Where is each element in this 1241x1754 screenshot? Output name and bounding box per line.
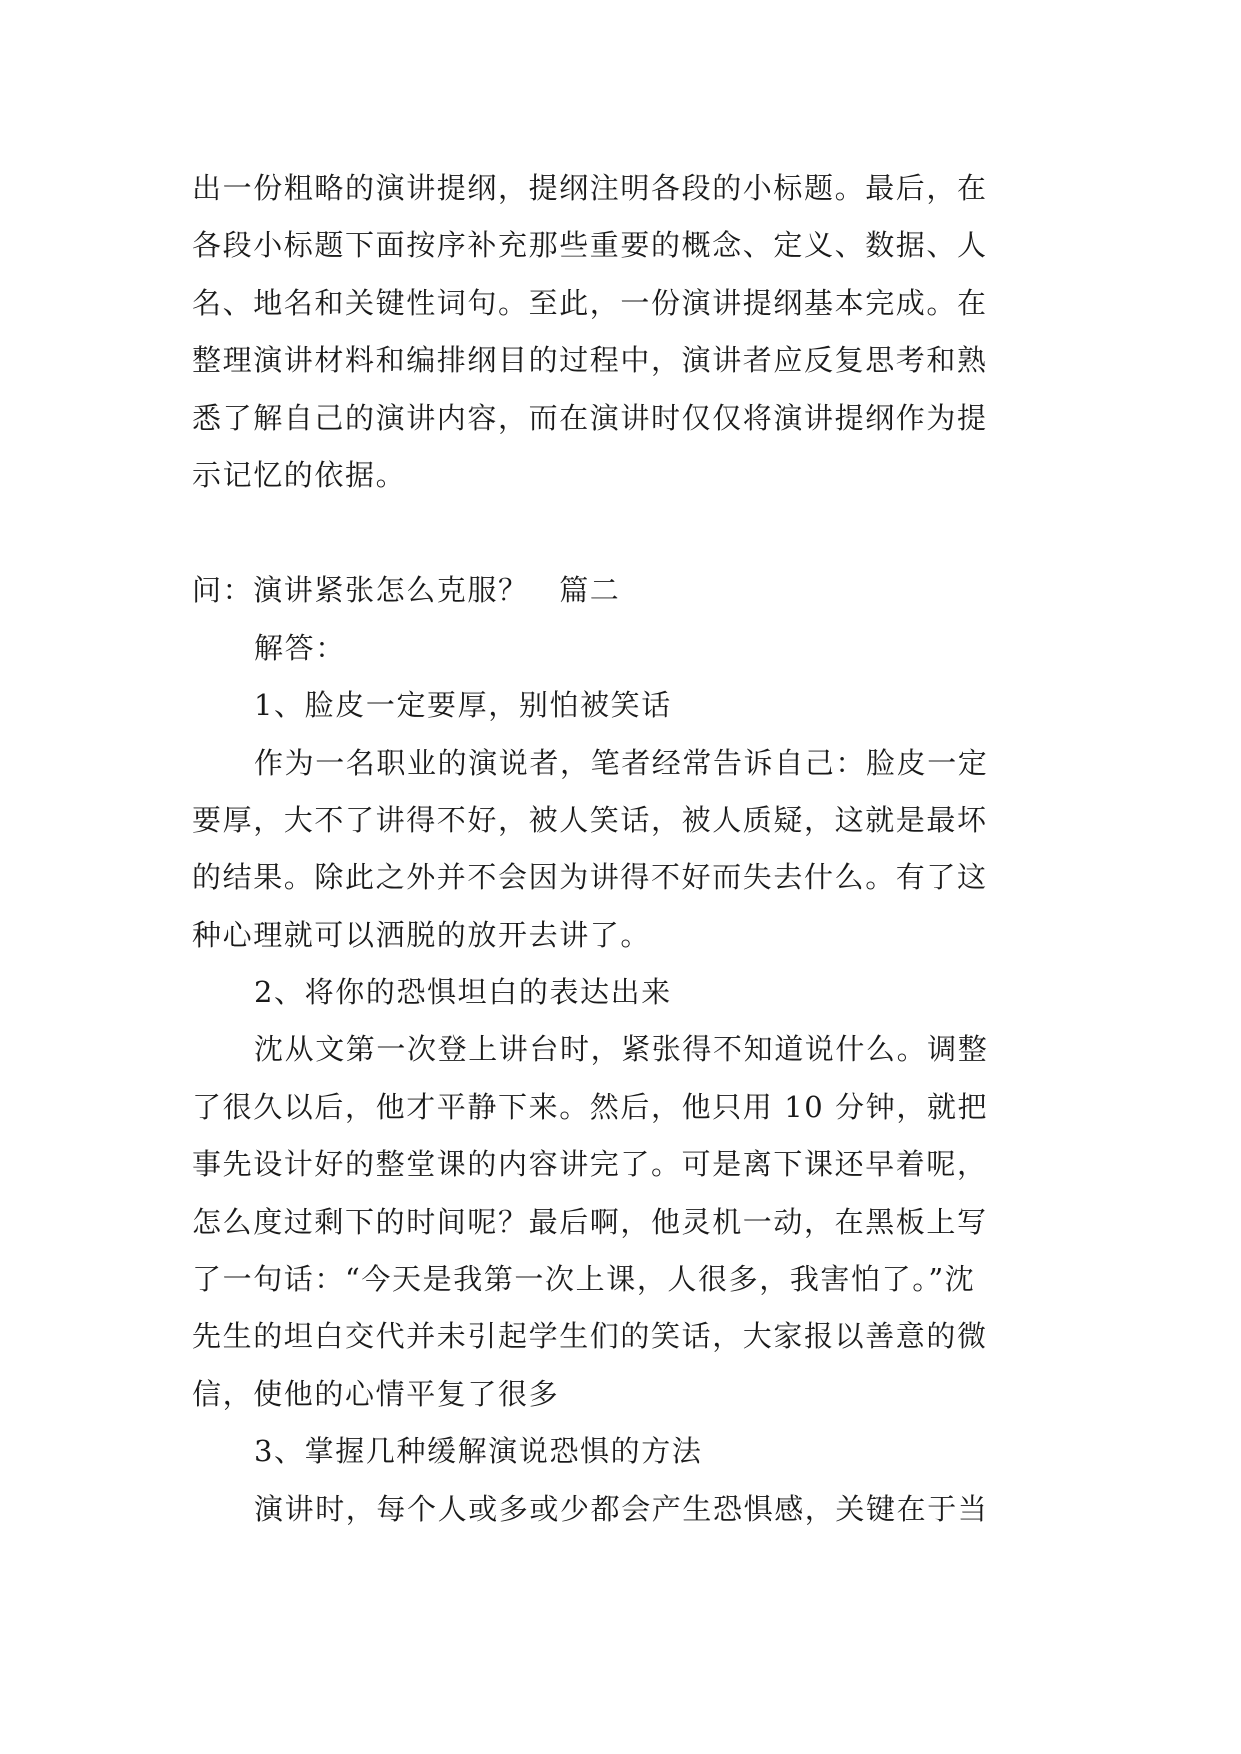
point-3-paragraph	[192, 1481, 1054, 1538]
point-1-paragraph	[192, 735, 1054, 965]
paragraph-line: 演讲时，每个人或多或少都会产生恐惧感，关键在于当	[254, 1491, 989, 1526]
paragraph-line: 悉了解自己的演讲内容，而在演讲时仅仅将演讲提纲作为提	[192, 400, 988, 435]
paragraph-line: 示记忆的依据。	[192, 457, 407, 492]
paragraph-line: 事先设计好的整堂课的内容讲完了。可是离下课还早着呢，	[192, 1147, 988, 1182]
paragraph-line: 要厚，大不了讲得不好，被人笑话，被人质疑，这就是最坏	[192, 802, 988, 837]
section-gap	[192, 504, 1054, 562]
paragraph-line: 作为一名职业的演说者，笔者经常告诉自己：脸皮一定	[254, 745, 989, 780]
paragraph-line: 了很久以后，他才平静下来。然后，他只用 10 分钟，就把	[192, 1089, 989, 1124]
question-heading: 问：演讲紧张怎么克服？ 篇二	[192, 573, 621, 608]
paragraph-line: 先生的坦白交代并未引起学生们的笑话，大家报以善意的微	[192, 1319, 988, 1354]
document-page	[192, 160, 1054, 1538]
point-3-heading: 3、掌握几种缓解演说恐惧的方法	[254, 1434, 703, 1469]
paragraph-line: 沈从文第一次登上讲台时，紧张得不知道说什么。调整	[254, 1032, 989, 1067]
point-2-paragraph	[192, 1021, 1054, 1423]
paragraph-line: 怎么度过剩下的时间呢？最后啊，他灵机一动，在黑板上写	[192, 1204, 988, 1239]
answer-label: 解答：	[254, 630, 346, 665]
point-1-heading: 1、脸皮一定要厚，别怕被笑话	[254, 688, 672, 723]
paragraph-line: 种心理就可以洒脱的放开去讲了。	[192, 917, 652, 952]
paragraph-line: 信，使他的心情平复了很多	[192, 1376, 560, 1411]
paragraph-line: 整理演讲材料和编排纲目的过程中，演讲者应反复思考和熟	[192, 343, 988, 378]
paragraph-line: 了一句话：“今天是我第一次上课，人很多，我害怕了。”沈	[192, 1262, 976, 1297]
intro-paragraph	[192, 160, 1054, 504]
paragraph-line: 各段小标题下面按序补充那些重要的概念、定义、数据、人	[192, 228, 988, 263]
point-2-heading: 2、将你的恐惧坦白的表达出来	[254, 975, 672, 1010]
paragraph-line: 出一份粗略的演讲提纲，提纲注明各段的小标题。最后，在	[192, 171, 988, 205]
paragraph-line: 名、地名和关键性词句。至此，一份演讲提纲基本完成。在	[192, 285, 988, 320]
paragraph-line: 的结果。除此之外并不会因为讲得不好而失去什么。有了这	[192, 860, 988, 895]
